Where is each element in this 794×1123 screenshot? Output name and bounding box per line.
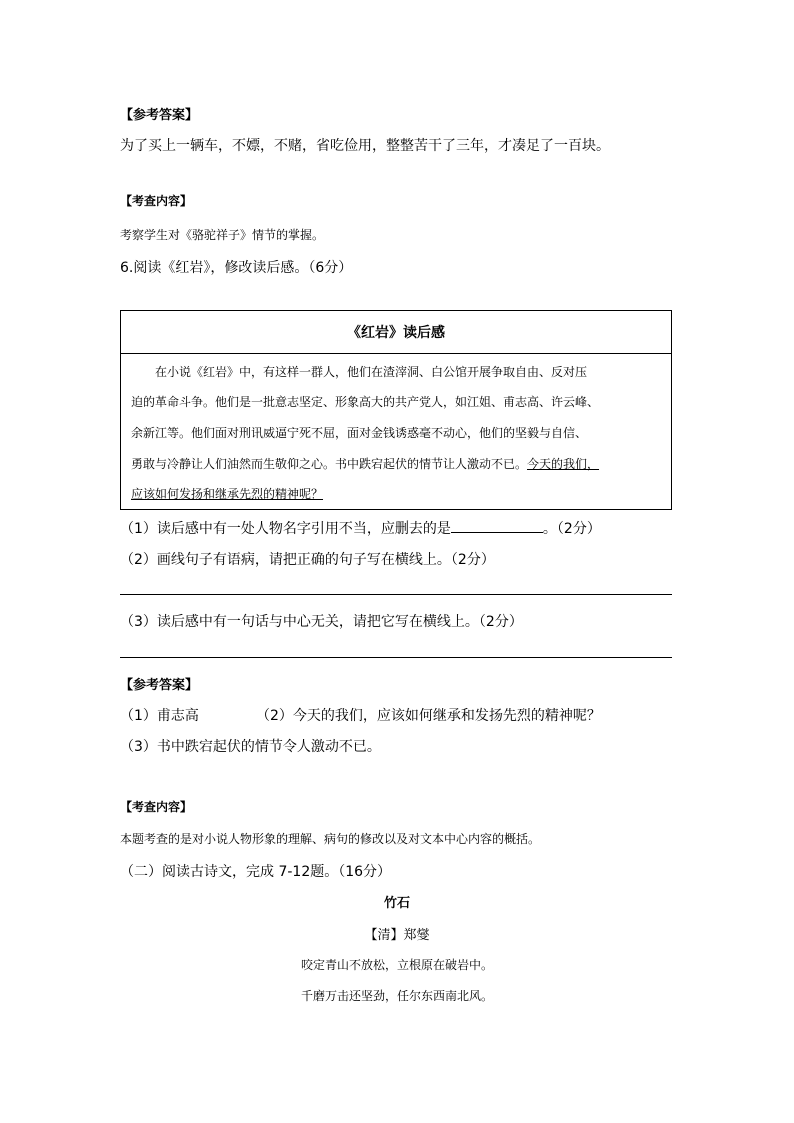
poem-line-1: 咬定青山不放松，立根原在破岩中。 (300, 958, 493, 972)
answer-line-2[interactable] (120, 594, 672, 595)
answer-line-3[interactable] (120, 657, 672, 658)
poem-line-2: 千磨万击还坚劲，任尔东西南北风。 (300, 989, 493, 1003)
section2-prompt: （二）阅读古诗文，完成 7-12题。（16分） (120, 864, 392, 880)
answer-blank[interactable] (451, 520, 543, 533)
answer2-a1: （1）甫志高 (120, 708, 199, 724)
exam2-text: 本题考查的是对小说人物形象的理解、病句的修改以及对文本中心内容的概括。 (120, 832, 541, 846)
exam1-header: 【考查内容】 (120, 194, 193, 208)
review-line-3: 余新江等。他们面对刑讯威逼宁死不屈，面对金钱诱惑毫不动心，他们的坚毅与自信、 (131, 426, 588, 440)
review-line-2: 迫的革命斗争。他们是一批意志坚定、形象高大的共产党人，如江姐、甫志高、许云峰、 (131, 395, 600, 409)
exam1-text: 考察学生对《骆驼祥子》情节的掌握。 (120, 228, 325, 242)
underlined-sentence-end: 应该如何发扬和继承先烈的精神呢？ (131, 487, 324, 501)
sub-question-2: （2）画线句子有语病，请把正确的句子写在横线上。（2分） (120, 552, 495, 568)
answer2-a3: （3）书中跌宕起伏的情节令人激动不已。 (120, 739, 381, 755)
sub-question-3: （3）读后感中有一句话与中心无关，请把它写在横线上。（2分） (120, 614, 523, 630)
question6-prompt: 6.阅读《红岩》，修改读后感。（6分） (120, 260, 353, 276)
sub-question-1 (120, 518, 601, 538)
answer2-a2: （2）今天的我们，应该如何继承和发扬先烈的精神呢？ (256, 708, 601, 724)
review-box-title: 《红岩》读后感 (121, 311, 671, 354)
poem-title: 竹石 (383, 896, 410, 911)
review-line-1: 在小说《红岩》中，有这样一群人，他们在渣滓洞、白公馆开展争取自由、反对压 (155, 365, 588, 379)
underlined-sentence-start: 今天的我们， (527, 457, 600, 471)
sub-question-1-tail: 。（2分） (542, 521, 601, 537)
exam2-header: 【考查内容】 (120, 800, 193, 814)
review-box (120, 310, 672, 510)
answer2-header: 【参考答案】 (120, 678, 199, 693)
review-line-4-text: 勇敢与冷静让人们油然而生敬仰之心。书中跌宕起伏的情节让人激动不已。 (131, 457, 528, 471)
review-line-4 (131, 455, 599, 472)
answer1-header: 【参考答案】 (120, 108, 199, 123)
sub-question-1-text: （1）读后感中有一处人物名字引用不当，应删去的是 (120, 521, 451, 537)
poem-author: 【清】郑燮 (364, 928, 430, 943)
answer1-text: 为了买上一辆车，不嫖，不赌，省吃俭用，整整苦干了三年，才凑足了一百块。 (120, 138, 610, 154)
